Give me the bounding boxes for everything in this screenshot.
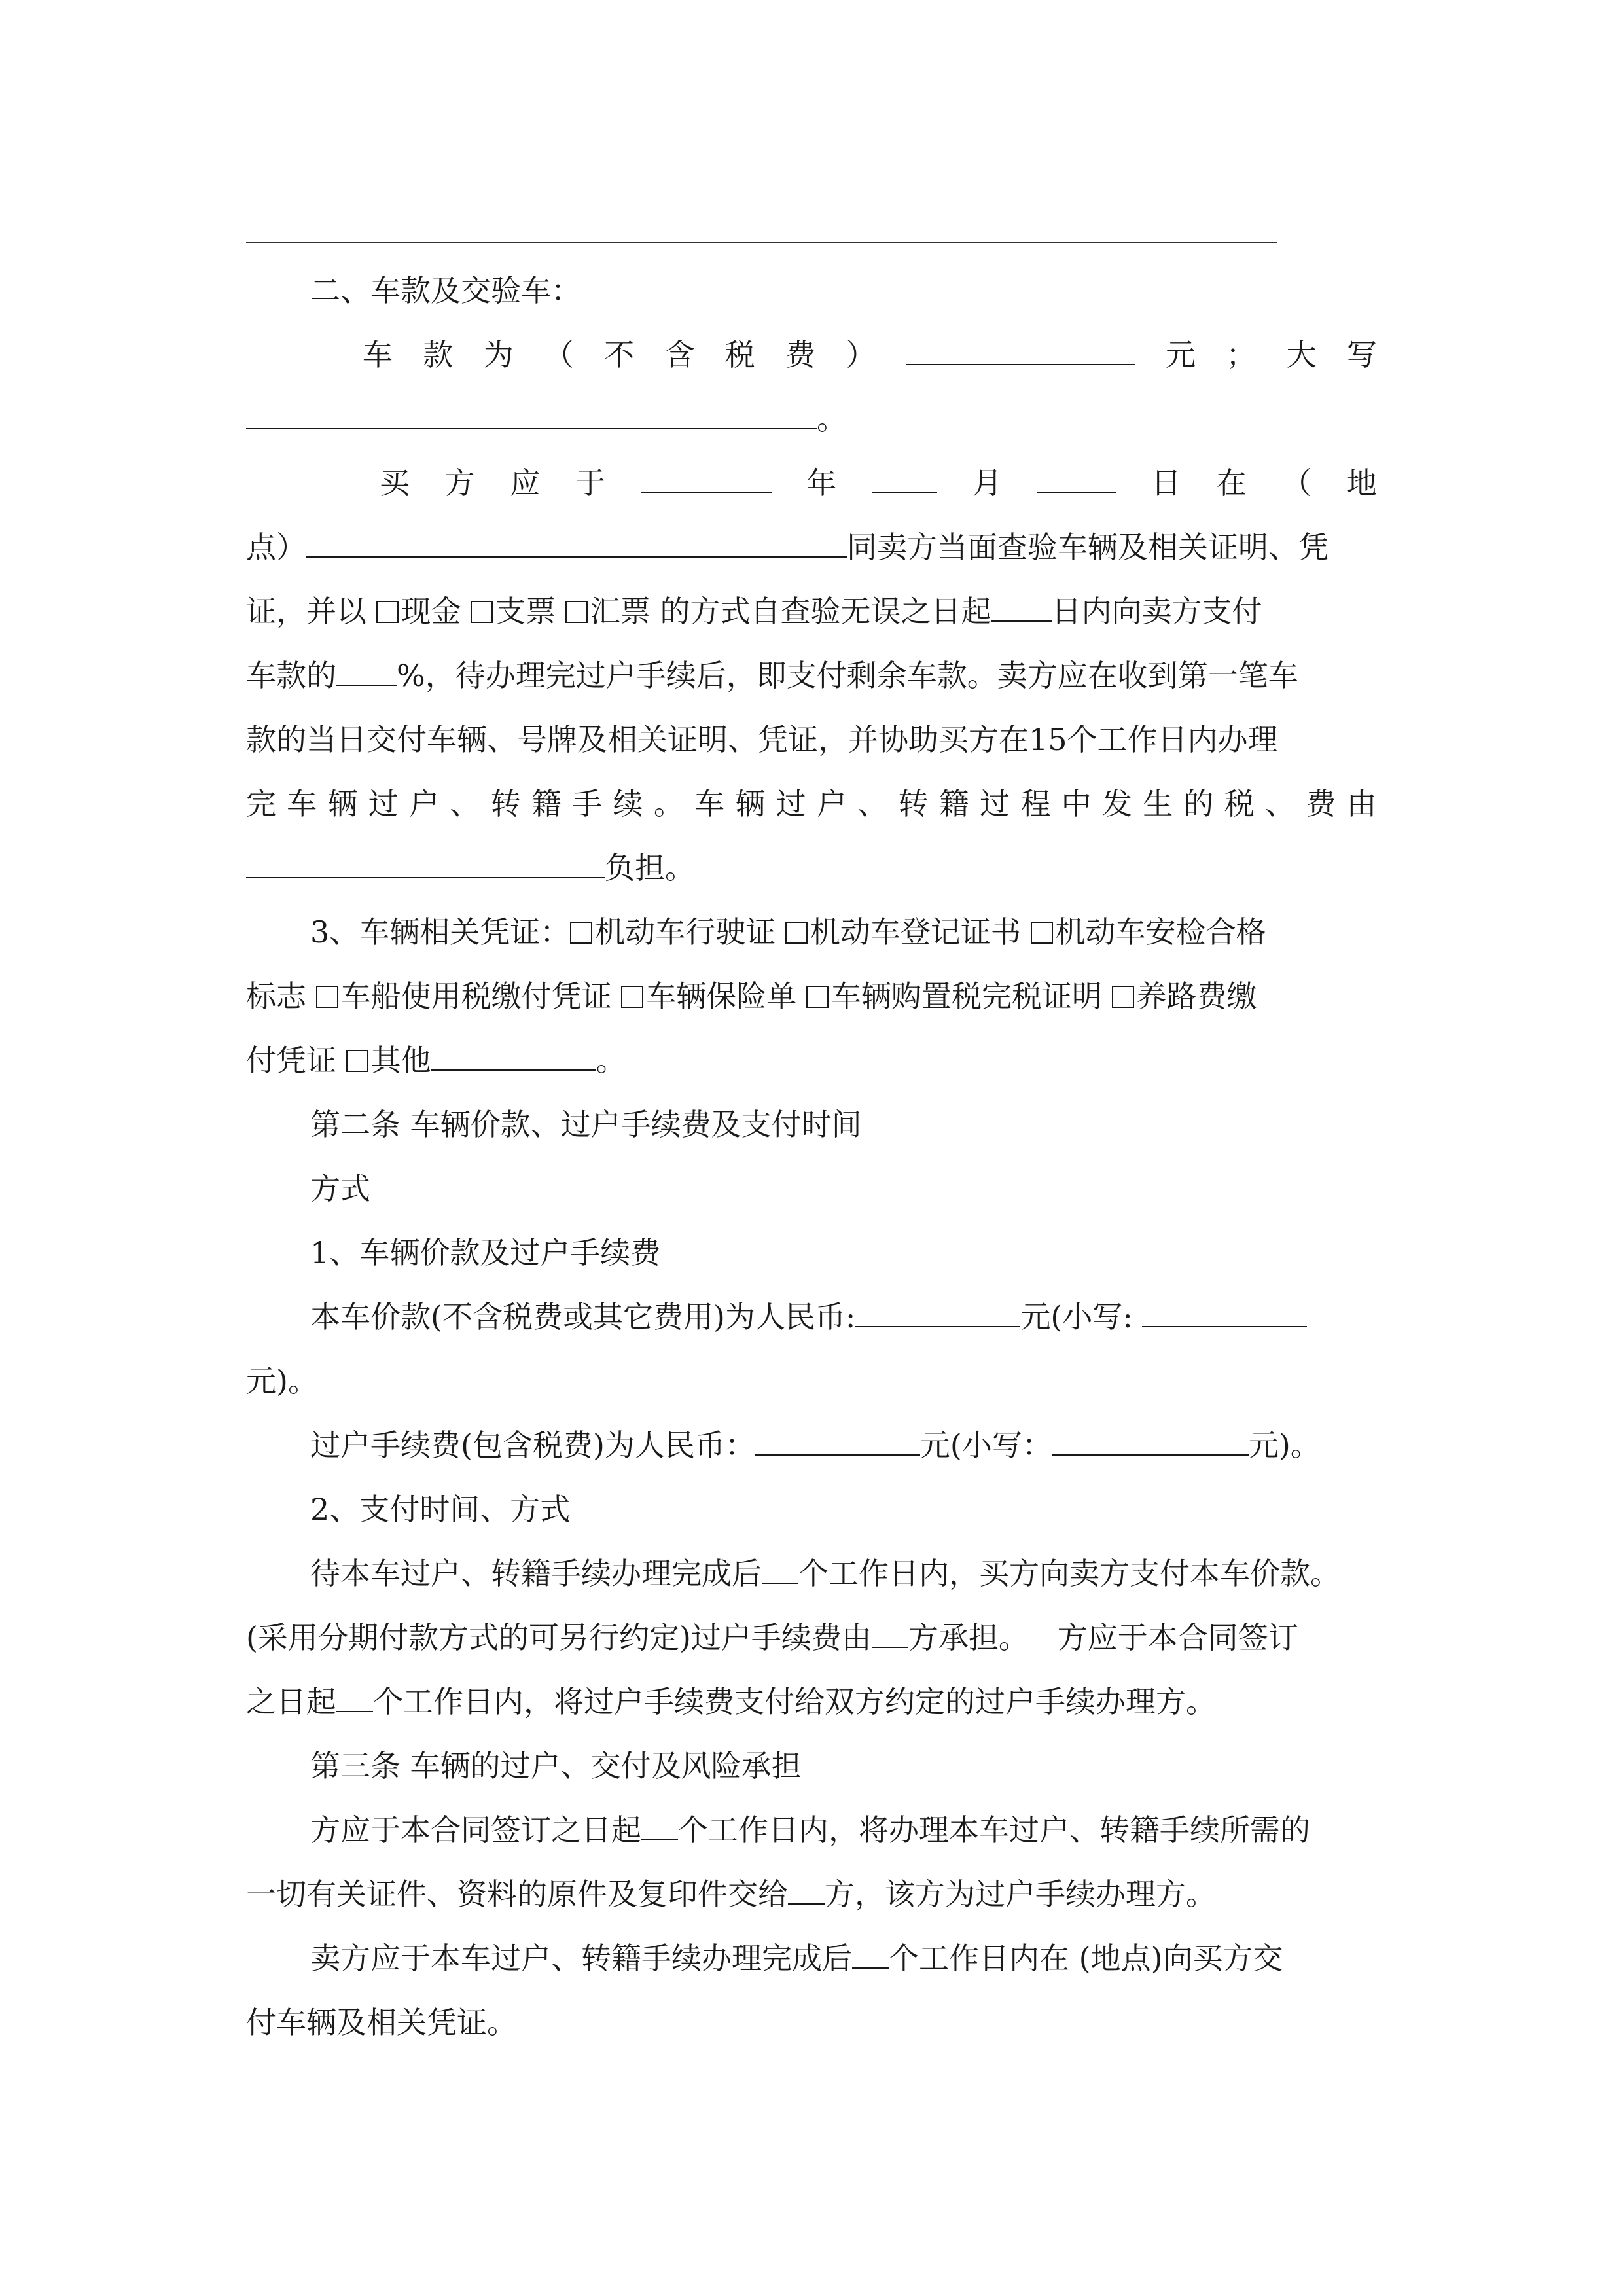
day-blank[interactable] [1037,463,1116,493]
checkbox-driving-license[interactable] [570,922,592,944]
section-heading-price-inspection: 二、车款及交验车： [310,273,581,308]
price-char: 为 [483,337,514,372]
price-char: 税 [724,337,755,372]
other-blank[interactable] [431,1041,596,1071]
article-2-title: 第二条 车辆价款、过户手续费及支付时间 [310,1107,862,1142]
paragraph-line: (采用分期付款方式的可另行约定)过户手续费由 方承担。 方应于本合同签订 [246,1618,1298,1657]
buyer-char: 方 [444,465,475,501]
price-char: 不 [604,337,635,372]
price-line [363,335,1377,374]
price-char: 大 [1286,337,1317,372]
paragraph-line: 款的当日交付车辆、号牌及相关证明、凭证，并协助买方在15个工作日内办理 [246,722,1278,757]
checkbox-safety-mark[interactable] [1031,922,1053,944]
paragraph-line: 点） 同卖方当面查验车辆及相关证明、凭 [246,528,1329,567]
month-blank[interactable] [872,463,937,493]
clause-heading: 1、车辆价款及过户手续费 [310,1235,661,1270]
price-rmb-line: 本车价款(不含税费或其它费用)为人民币: 元(小写: [310,1297,1307,1336]
checkbox-road-fee[interactable] [1112,986,1134,1008]
checkbox-vehicle-tax[interactable] [316,986,338,1008]
buyer-char: （ [1281,465,1312,501]
price-char: ； [1226,337,1257,372]
price-lower-blank[interactable] [1142,1297,1307,1327]
price-char: 车 [363,337,393,372]
percent-blank[interactable] [336,656,397,686]
paragraph-line: 方应于本合同签订之日起 个工作日内，将办理本车过户、转籍手续所需的 [310,1810,1310,1850]
paragraph-line: 之日起 个工作日内，将过户手续费支付给双方约定的过户手续办理方。 [246,1682,1216,1721]
checkbox-purchase-tax[interactable] [806,986,829,1008]
checkbox-draft[interactable] [565,601,588,623]
buyer-char: 在 [1216,465,1247,501]
buyer-char: 年 [806,465,837,501]
transfer-tax-line: 完 车 辆 过 户 、 转 籍 手 续 。 车 辆 过 户 、 转 籍 过 程 中 发 生 的 税 、 费 由 [246,786,1377,821]
article-3-title: 第三条 车辆的过户、交付及风险承担 [310,1748,802,1784]
location-blank[interactable] [306,528,847,558]
price-capital-line: 。 [246,399,847,439]
workdays-blank[interactable] [762,1554,798,1584]
price-char: （ [543,337,574,372]
buyer-char: 日 [1150,465,1181,501]
price-char: 费 [785,337,816,372]
documents-line: 付凭证 其他 。 [246,1041,626,1080]
clause-heading: 2、支付时间、方式 [310,1492,571,1527]
buyer-char: 买 [380,465,410,501]
checkbox-registration-cert[interactable] [785,922,808,944]
party-blank[interactable] [872,1618,908,1648]
buyer-char: 应 [510,465,541,501]
article-2-title-cont: 方式 [310,1171,370,1206]
checkbox-other[interactable] [346,1050,368,1072]
payment-method-line: 证，并以 现金 支票 汇票 的方式自查验无误之日起 日内向卖方支付 [246,592,1262,631]
price-rmb-line-end: 元)。 [246,1363,318,1399]
transfer-fee-line: 过户手续费(包含税费)为人民币： 元(小写： 元)。 [310,1426,1321,1465]
fee-lower-blank[interactable] [1052,1426,1249,1456]
paragraph-line: 一切有关证件、资料的原件及复印件交给 方，该方为过户手续办理方。 [246,1874,1216,1914]
buyer-char: 于 [575,465,605,501]
buyer-char: 地 [1346,465,1377,501]
price-char: 含 [664,337,695,372]
buyer-char: 月 [972,465,1003,501]
price-amount-blank[interactable] [906,335,1135,365]
days-blank[interactable] [991,592,1052,622]
price-char: ） [846,337,876,372]
price-char: 写 [1346,337,1377,372]
paragraph-line: 车款的 %，待办理完过户手续后，即支付剩余车款。卖方应在收到第一笔车 [246,656,1298,695]
tax-payer-blank[interactable] [246,848,605,878]
fee-rmb-blank[interactable] [755,1426,920,1456]
paragraph-line: 付车辆及相关凭证。 [246,2005,517,2040]
checkbox-cash[interactable] [376,601,399,623]
documents-line: 3、车辆相关凭证： 机动车行驶证 机动车登记证书 机动车安检合格 [310,914,1266,950]
year-blank[interactable] [641,463,772,493]
workdays-blank[interactable] [336,1682,373,1712]
checkbox-insurance[interactable] [621,986,643,1008]
paragraph-line: 负担。 [246,848,695,888]
price-char: 元 [1165,337,1196,372]
price-capital-blank[interactable] [246,399,817,429]
workdays-blank[interactable] [852,1939,889,1969]
workdays-blank[interactable] [641,1810,678,1840]
paragraph-line: 卖方应于本车过户、转籍手续办理完成后 个工作日内在 (地点)向买方交 [310,1939,1283,1978]
checkbox-check[interactable] [471,601,493,623]
documents-line: 标志 车船使用税缴付凭证 车辆保险单 车辆购置税完税证明 养路费缴 [246,978,1257,1014]
party-blank[interactable] [788,1874,825,1905]
buyer-date-line [380,463,1377,503]
price-char: 款 [423,337,454,372]
top-blank-rule [246,242,1277,243]
paragraph-line: 待本车过户、转籍手续办理完成后 个工作日内，买方向卖方支付本车价款。 [310,1554,1340,1593]
price-rmb-blank[interactable] [855,1297,1020,1327]
